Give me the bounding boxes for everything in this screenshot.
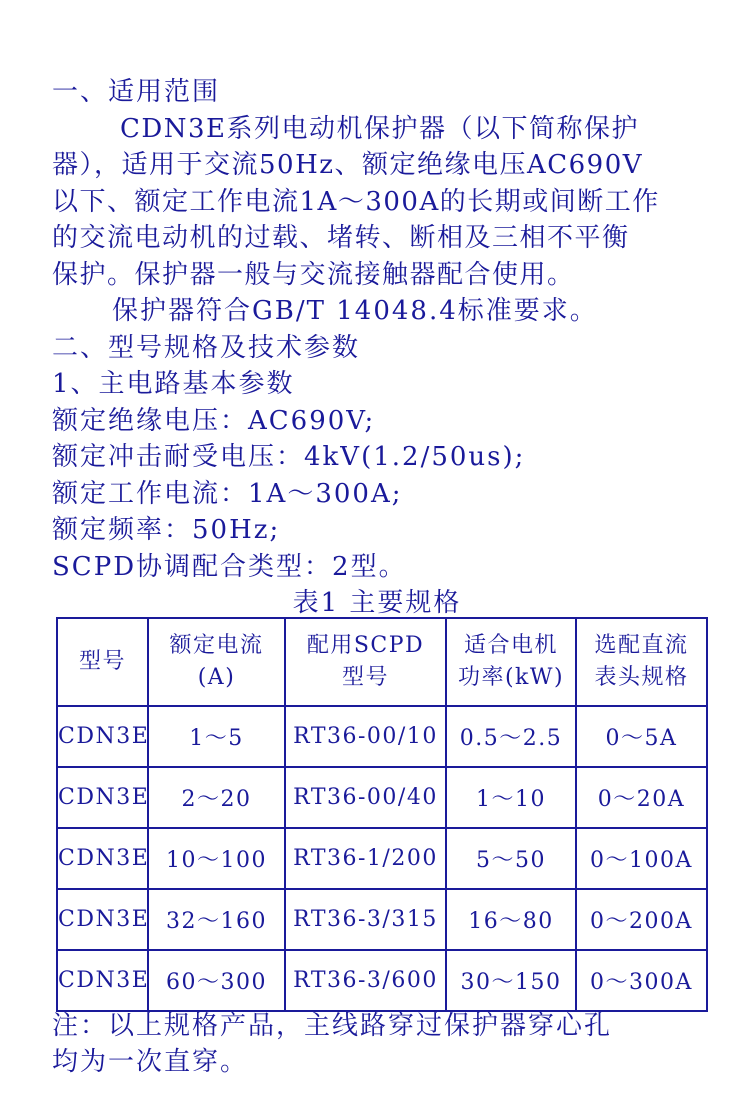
cell-model: CDN3E [57, 889, 148, 950]
cell-scpd: RT36-00/10 [285, 706, 446, 767]
cell-scpd: RT36-1/200 [285, 828, 446, 889]
scope-line-3: 以下、额定工作电流1A～300A的长期或间断工作 [52, 186, 660, 217]
scope-line-1: CDN3E系列电动机保护器（以下简称保护 [120, 113, 640, 144]
header-motor-power: 适合电机 功率(kW) [446, 618, 576, 706]
table-row [57, 828, 707, 889]
cell-meter: 0～300A [576, 950, 707, 1011]
param-rated-current: 额定工作电流：1A～300A; [52, 478, 403, 509]
table-note [52, 1008, 612, 1080]
table-row [57, 767, 707, 828]
table-row [57, 889, 707, 950]
header-dc-meter-spec: 选配直流 表头规格 [576, 618, 707, 706]
param-impulse-withstand-voltage: 额定冲击耐受电压：4kV(1.2/50us); [52, 442, 526, 472]
section-1-heading: 一、适用范围 [52, 77, 221, 107]
scope-line-2: 器），适用于交流50Hz、额定绝缘电压AC690V [52, 150, 644, 180]
cell-scpd: RT36-3/315 [285, 889, 446, 950]
table-caption: 表1 主要规格 [292, 588, 462, 618]
cell-meter: 0～200A [576, 889, 707, 950]
param-scpd-coordination: SCPD协调配合类型：2型。 [52, 551, 407, 582]
cell-model: CDN3E [57, 767, 148, 828]
cell-current: 32～160 [148, 889, 285, 950]
scope-line-5: 保护。保护器一般与交流接触器配合使用。 [52, 259, 575, 290]
note-line-1: 注：以上规格产品，主线路穿过保护器穿心孔 [52, 1011, 613, 1041]
cell-model: CDN3E [57, 828, 148, 889]
main-circuit-subheading: 1、主电路基本参数 [52, 369, 295, 399]
param-rated-insulation-voltage: 额定绝缘电压：AC690V; [52, 405, 376, 436]
cell-power: 1～10 [446, 767, 576, 828]
cell-scpd: RT36-00/40 [285, 767, 446, 828]
cell-meter: 0～100A [576, 828, 707, 889]
cell-current: 2～20 [148, 767, 285, 828]
header-model: 型号 [57, 618, 148, 706]
header-scpd-model: 配用SCPD 型号 [285, 618, 446, 706]
section-2-heading: 二、型号规格及技术参数 [52, 332, 361, 363]
cell-current: 1～5 [148, 706, 285, 767]
table-row [57, 706, 707, 767]
cell-meter: 0～20A [576, 767, 707, 828]
note-line-2: 均为一次直穿。 [52, 1047, 249, 1077]
cell-current: 60～300 [148, 950, 285, 1011]
scope-paragraph [52, 111, 712, 294]
scope-line-4: 的交流电动机的过载、堵转、断相及三相不平衡 [52, 223, 630, 253]
cell-current: 10～100 [148, 828, 285, 889]
table-header-row [57, 618, 707, 706]
cell-scpd: RT36-3/600 [285, 950, 446, 1011]
document-body [52, 74, 712, 621]
table-row [57, 950, 707, 1011]
cell-power: 5～50 [446, 828, 576, 889]
param-rated-frequency: 额定频率：50Hz; [52, 515, 281, 545]
cell-power: 30～150 [446, 950, 576, 1011]
cell-power: 16～80 [446, 889, 576, 950]
cell-meter: 0～5A [576, 706, 707, 767]
header-rated-current: 额定电流 (A) [148, 618, 285, 706]
cell-model: CDN3E [57, 706, 148, 767]
cell-model: CDN3E [57, 950, 148, 1011]
cell-power: 0.5～2.5 [446, 706, 576, 767]
spec-table [56, 617, 708, 1012]
standard-compliance: 保护器符合GB/T 14048.4标准要求。 [112, 296, 598, 326]
